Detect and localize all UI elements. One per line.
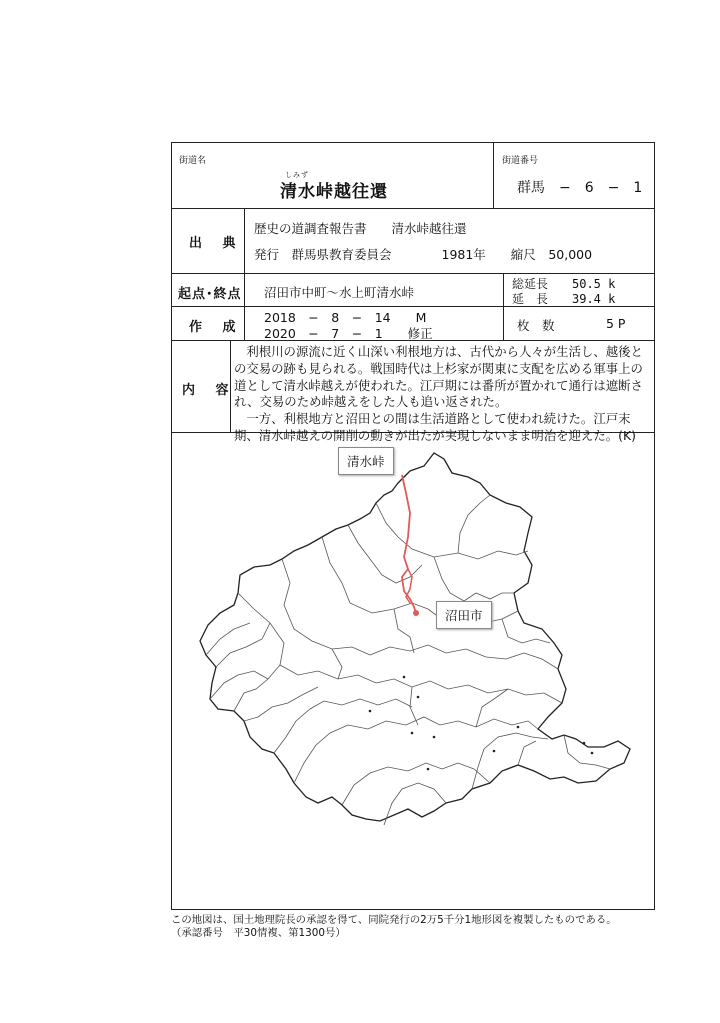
office-dot bbox=[433, 736, 436, 739]
map-credit-line-2: （承認番号 平30情複、第1300号） bbox=[171, 927, 346, 939]
route-start-point bbox=[413, 610, 419, 616]
created-row bbox=[172, 307, 654, 341]
header-row bbox=[172, 143, 654, 209]
route-length: 延 長 39.4 k bbox=[512, 292, 616, 306]
contents-paragraph-1: 利根川の源流に近く山深い利根地方は、古代から人々が生活し、越後との交易の跡も見られる。戦国時代は上杉家が関東に支配を広める軍事上の道として清水峠越えが使われた。江戸期には番所が置かれて通行は遮断され、交易のため峠越えをした人も追い返された。 bbox=[234, 344, 643, 410]
office-dot bbox=[427, 768, 430, 771]
contents-row bbox=[172, 341, 654, 443]
office-dot bbox=[403, 676, 406, 679]
contents-label: 内 容 bbox=[182, 383, 237, 398]
office-dot bbox=[583, 742, 586, 745]
prefecture-outline bbox=[200, 453, 630, 821]
endpoints-value: 沼田市中町～水上町清水峠 bbox=[264, 285, 415, 300]
endpoints-label: 起点･終点 bbox=[178, 287, 242, 302]
route-number-label: 街道番号 bbox=[502, 156, 539, 166]
endpoints-row bbox=[172, 274, 654, 307]
total-length: 総延長 50.5 k bbox=[512, 277, 616, 291]
route-name-ruby: しみず bbox=[285, 171, 309, 179]
map-area bbox=[172, 433, 654, 909]
map-credit bbox=[171, 914, 617, 940]
map-label-pass: 清水峠 bbox=[338, 447, 394, 475]
office-dot bbox=[369, 710, 372, 713]
route-name-label: 街道名 bbox=[179, 156, 207, 166]
created-label: 作 成 bbox=[189, 320, 244, 335]
office-dot bbox=[417, 696, 420, 699]
route-number: 群馬 − 6 − 1 bbox=[517, 180, 643, 196]
office-dot bbox=[591, 752, 594, 755]
historic-route bbox=[402, 475, 419, 616]
sheets-value: 5 P bbox=[606, 316, 626, 331]
source-label: 出 典 bbox=[189, 236, 244, 251]
contents-paragraph-2: 一方、利根地方と沼田との間は生活道路として使われ続けた。江戸末期、清水峠越えの開削の動きが出たが実現しないまま明治を迎えた。(K) bbox=[234, 411, 636, 443]
source-line-2: 発行 群馬県教育委員会 1981年 縮尺 50,000 bbox=[254, 247, 593, 262]
map-credit-line-1: この地図は、国土地理院長の承認を得て、同院発行の2万5千分1地形図を複製したものである。 bbox=[171, 914, 617, 926]
gunma-map bbox=[172, 433, 654, 909]
office-dot bbox=[517, 726, 520, 729]
map-label-city: 沼田市 bbox=[436, 601, 492, 629]
source-row bbox=[172, 209, 654, 274]
office-dot bbox=[493, 750, 496, 753]
office-dot bbox=[411, 732, 414, 735]
source-line-1: 歴史の道調査報告書 清水峠越往還 bbox=[254, 221, 467, 236]
contents-text bbox=[234, 344, 652, 445]
created-line-1: 2018 − 8 − 14 M bbox=[264, 310, 427, 325]
municipal-boundaries bbox=[206, 495, 610, 825]
sheets-label: 枚 数 bbox=[517, 318, 555, 333]
route-name: 清水峠越往還 bbox=[280, 182, 388, 202]
created-line-2: 2020 − 7 − 1 修正 bbox=[264, 326, 433, 341]
route-record-sheet bbox=[171, 142, 655, 910]
